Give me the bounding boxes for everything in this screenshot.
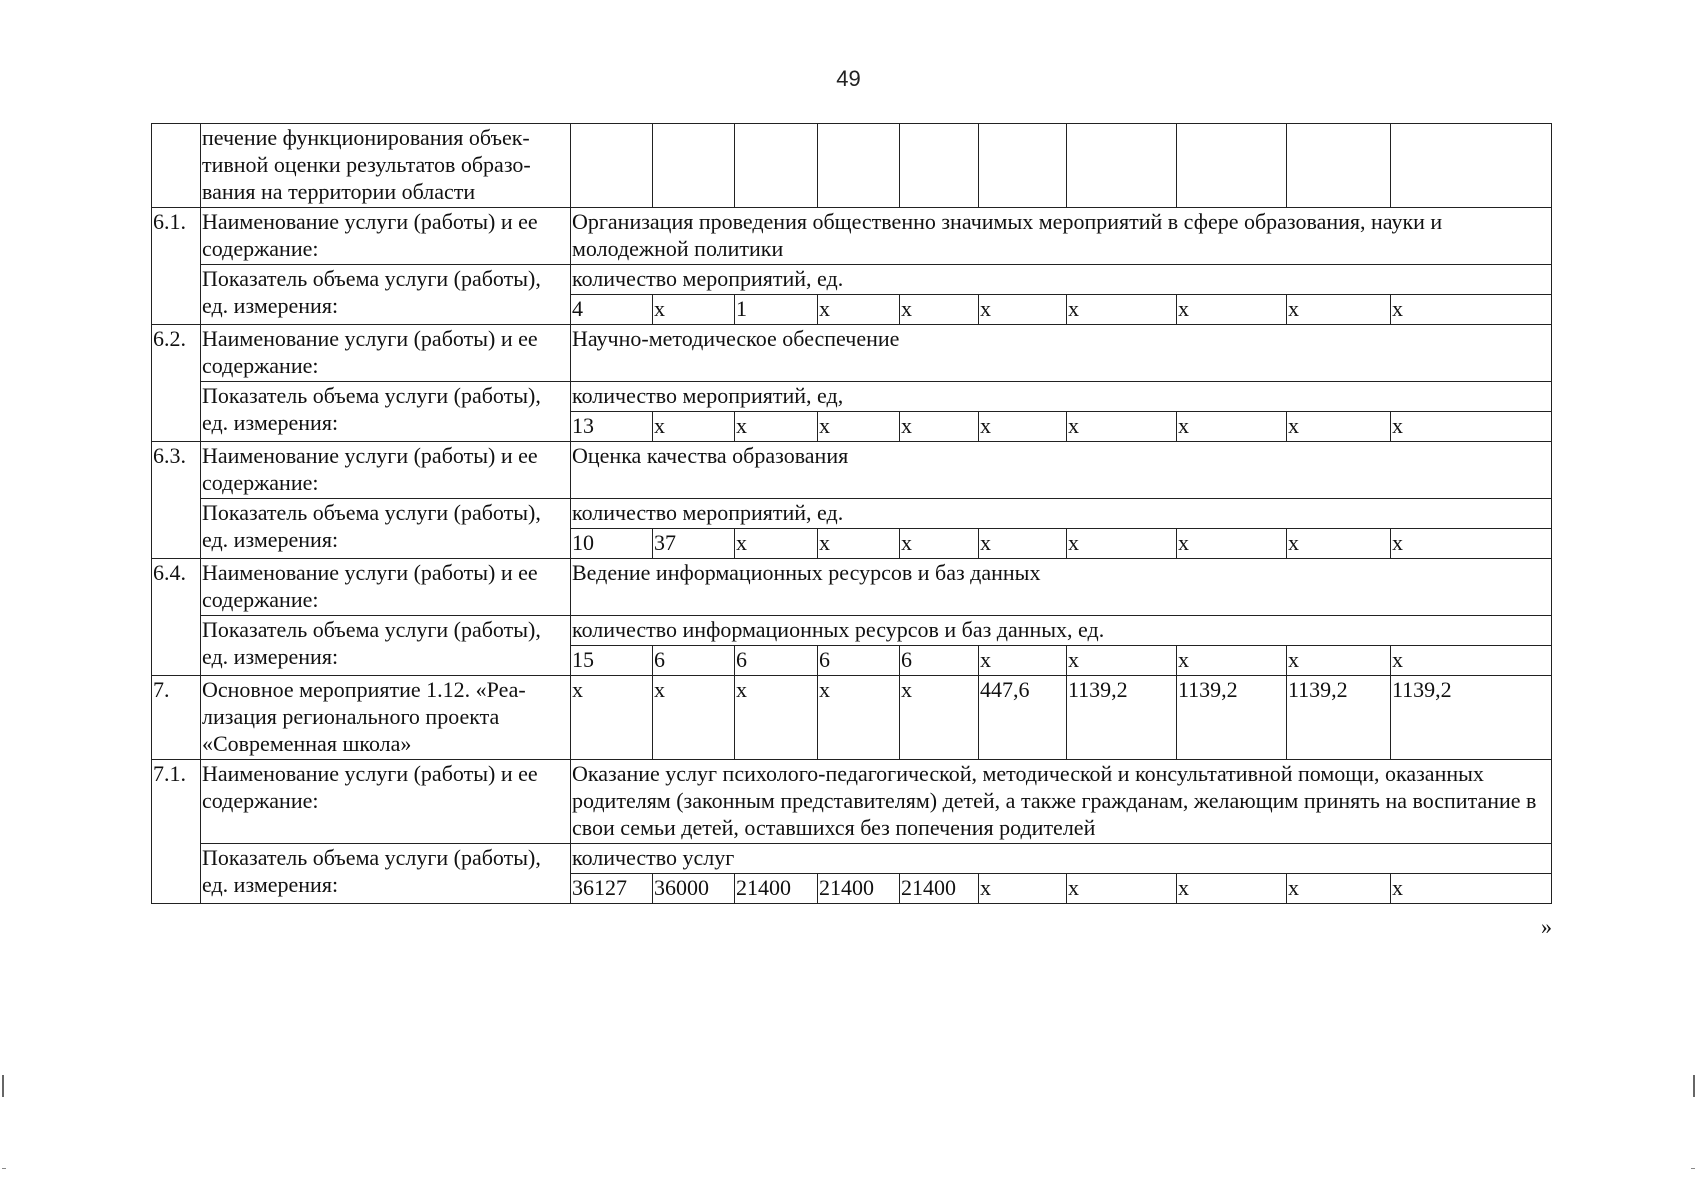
program-table [151,123,1552,904]
table-cell: 10 [571,529,653,559]
table-row [152,208,1552,265]
table-cell: Организация проведения общественно значимых мероприятий в сфере образования, науки и молодежной политики [571,208,1552,265]
table-cell: x [1287,412,1391,442]
table-cell: x [735,676,818,760]
table-cell: x [900,676,979,760]
table-row [152,442,1552,499]
table-cell: 6.4. [152,559,201,676]
table-cell: 4 [571,295,653,325]
table-cell [152,124,201,208]
page-number: 49 [836,66,861,91]
table-cell: 6 [735,646,818,676]
table-row [152,325,1552,382]
table-cell: x [818,676,900,760]
table-cell: Показатель объема услуги (работы), ед. измерения: [201,265,571,325]
table-cell: x [1067,529,1177,559]
table-cell: x [735,529,818,559]
table-cell: x [1067,412,1177,442]
table-row [152,676,1552,760]
table-cell: 6.3. [152,442,201,559]
table-cell: 13 [571,412,653,442]
table-cell: x [818,412,900,442]
table-cell [1067,124,1177,208]
table-cell: Наименование услуги (работы) и ее содержание: [201,325,571,382]
table-cell [571,124,653,208]
table-cell: Основное мероприятие 1.12. «Реализация регионального проекта «Современная школа» [201,676,571,760]
table-cell [900,124,979,208]
table-cell: 21400 [900,874,979,904]
table-cell: 1 [735,295,818,325]
table-cell: 6 [818,646,900,676]
table-cell: Оказание услуг психолого-педагогической, методической и консультативной помощи, оказанных родителям (законным представителям) детей, а также гражданам, желающим принять на воспитание в свои семьи детей, оставшихся без попечения родителей [571,760,1552,844]
table-cell: количество мероприятий, ед. [571,265,1552,295]
table-cell: печение функционирования объективной оценки результатов образования на территории области [201,124,571,208]
table-body [152,124,1552,904]
right-dash-mark [1691,1168,1695,1169]
table-cell: x [900,412,979,442]
table-cell: 6 [900,646,979,676]
table-cell: 1139,2 [1391,676,1552,760]
table-cell: x [653,412,735,442]
table-cell: x [1067,295,1177,325]
table-row [152,844,1552,874]
table-cell: x [653,295,735,325]
table-cell: x [1067,646,1177,676]
table-cell [735,124,818,208]
table-cell: 7.1. [152,760,201,904]
table-row [152,760,1552,844]
table-cell: Наименование услуги (работы) и ее содержание: [201,760,571,844]
table-cell: x [653,676,735,760]
table-cell: x [1287,874,1391,904]
table-row [152,616,1552,646]
table-cell: Наименование услуги (работы) и ее содержание: [201,559,571,616]
table-cell: x [571,676,653,760]
table-cell: x [1287,529,1391,559]
table-cell [1391,124,1552,208]
table-cell: 1139,2 [1067,676,1177,760]
table-cell: x [979,529,1067,559]
table-cell: 21400 [735,874,818,904]
table-cell: x [979,646,1067,676]
table-cell: 6.2. [152,325,201,442]
table-cell: x [979,412,1067,442]
table-cell: x [1391,529,1552,559]
table-cell: x [1177,412,1287,442]
table-cell: 36000 [653,874,735,904]
table-cell: 15 [571,646,653,676]
table-cell: x [1177,295,1287,325]
table-cell: x [818,295,900,325]
table-cell: Ведение информационных ресурсов и баз данных [571,559,1552,616]
table-cell: x [1177,646,1287,676]
table-cell: x [1287,295,1391,325]
left-dash-mark [2,1168,6,1169]
table-cell: 1139,2 [1177,676,1287,760]
table-cell: 36127 [571,874,653,904]
table-cell: Оценка качества образования [571,442,1552,499]
table-cell: 21400 [818,874,900,904]
continuation-mark: » [1541,914,1552,939]
table-cell: x [1177,529,1287,559]
table-cell: Научно-методическое обеспечение [571,325,1552,382]
table-row [152,382,1552,412]
table-row [152,265,1552,295]
table-cell: количество мероприятий, ед. [571,499,1552,529]
table-cell: x [818,529,900,559]
table-cell: Показатель объема услуги (работы), ед. измерения: [201,499,571,559]
table-cell: x [900,295,979,325]
table-cell: 6.1. [152,208,201,325]
table-cell: 7. [152,676,201,760]
table-cell: x [979,874,1067,904]
table-row [152,559,1552,616]
table-cell [653,124,735,208]
table-cell [1177,124,1287,208]
table-cell: Наименование услуги (работы) и ее содержание: [201,208,571,265]
table-cell: x [979,295,1067,325]
table-cell: x [1391,412,1552,442]
table-cell: x [1391,295,1552,325]
table-cell: количество услуг [571,844,1552,874]
table-cell: x [900,529,979,559]
table-cell: x [1067,874,1177,904]
table-cell: x [735,412,818,442]
table-cell: x [1391,646,1552,676]
table-cell: 1139,2 [1287,676,1391,760]
table-cell: 37 [653,529,735,559]
table-cell [1287,124,1391,208]
table-cell: Показатель объема услуги (работы), ед. измерения: [201,616,571,676]
table-cell: количество информационных ресурсов и баз данных, ед. [571,616,1552,646]
left-edge-mark [2,1075,4,1097]
table-cell: x [1177,874,1287,904]
table-cell: Наименование услуги (работы) и ее содержание: [201,442,571,499]
right-edge-mark [1693,1075,1695,1097]
table-cell [818,124,900,208]
table-row [152,499,1552,529]
table-row [152,124,1552,208]
table-cell: 447,6 [979,676,1067,760]
table-cell: Показатель объема услуги (работы), ед. измерения: [201,844,571,904]
table-cell: Показатель объема услуги (работы), ед. измерения: [201,382,571,442]
table-cell: x [1391,874,1552,904]
table-cell: количество мероприятий, ед, [571,382,1552,412]
table-cell: x [1287,646,1391,676]
table-cell: 6 [653,646,735,676]
table-cell [979,124,1067,208]
